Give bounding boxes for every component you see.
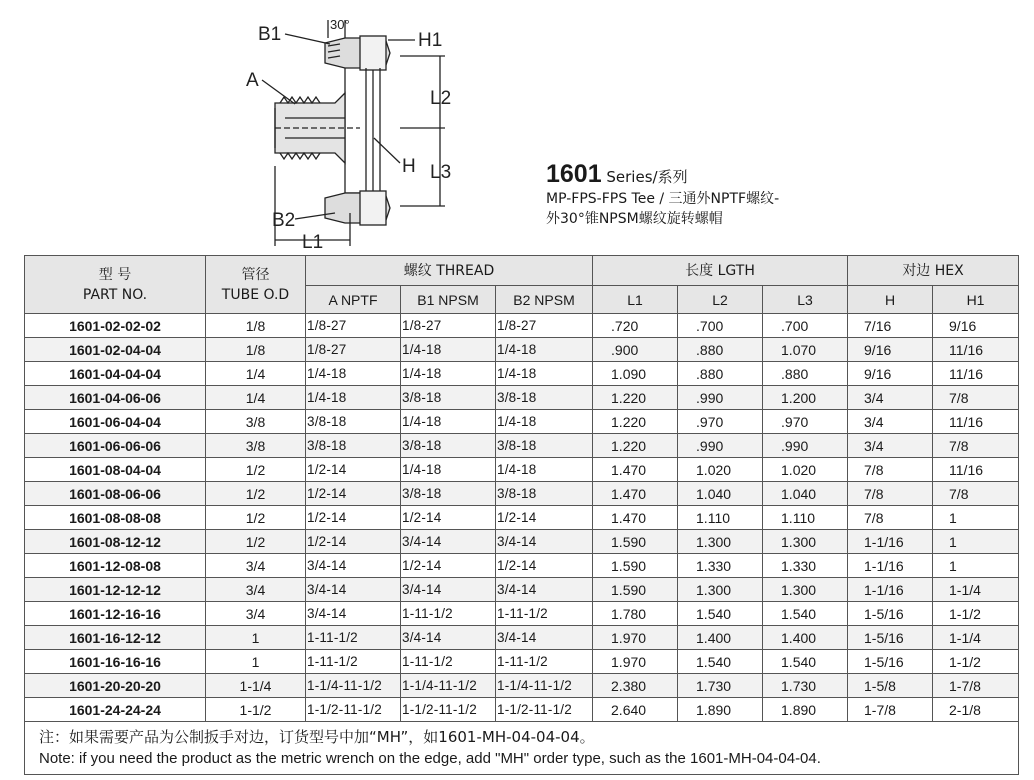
- series-heading: [546, 160, 779, 189]
- h1-cell: 11/16: [933, 410, 1019, 434]
- part-no-header: [25, 256, 206, 314]
- tube-od-cell: 1/4: [206, 386, 306, 410]
- b2-thread-cell: 3/8-18: [496, 482, 593, 506]
- table-row: [25, 626, 1019, 650]
- tube-od-cell: 1-1/2: [206, 698, 306, 722]
- table-row: [25, 578, 1019, 602]
- h-cell: 1-1/16: [848, 578, 933, 602]
- tube-od-cell: 1: [206, 650, 306, 674]
- tube-od-cell: 1/2: [206, 482, 306, 506]
- b2-npsm-header: B2 NPSM: [496, 286, 593, 314]
- h1-cell: 1: [933, 506, 1019, 530]
- h1-cell: 1-7/8: [933, 674, 1019, 698]
- tube-od-header: [206, 256, 306, 314]
- b2-thread-cell: 1/4-18: [496, 410, 593, 434]
- part-no-cell: 1601-06-04-04: [25, 410, 206, 434]
- l1-cell: 1.590: [593, 554, 678, 578]
- table-row: [25, 482, 1019, 506]
- l2-cell: .990: [678, 386, 763, 410]
- b1-thread-cell: 3/4-14: [401, 626, 496, 650]
- length-header: 长度 LGTH: [593, 256, 848, 286]
- h-cell: 7/8: [848, 482, 933, 506]
- a-thread-cell: 1/4-18: [306, 386, 401, 410]
- table-row: [25, 602, 1019, 626]
- series-number: 1601: [546, 160, 602, 188]
- l1-header: L1: [593, 286, 678, 314]
- l1-cell: 1.470: [593, 482, 678, 506]
- h-cell: 1-5/16: [848, 626, 933, 650]
- h1-cell: 1: [933, 554, 1019, 578]
- b1-thread-cell: 1/4-18: [401, 362, 496, 386]
- a-thread-cell: 1-1/2-11-1/2: [306, 698, 401, 722]
- a-thread-cell: 1/8-27: [306, 314, 401, 338]
- b2-thread-cell: 1-11-1/2: [496, 602, 593, 626]
- table-row: [25, 506, 1019, 530]
- l3-cell: 1.730: [763, 674, 848, 698]
- part-no-cell: 1601-02-04-04: [25, 338, 206, 362]
- l3-cell: .880: [763, 362, 848, 386]
- table-row: [25, 458, 1019, 482]
- b2-thread-cell: 1/4-18: [496, 338, 593, 362]
- b1-thread-cell: 1-11-1/2: [401, 650, 496, 674]
- l2-cell: 1.400: [678, 626, 763, 650]
- a-thread-cell: 1/2-14: [306, 530, 401, 554]
- b1-thread-cell: 3/4-14: [401, 578, 496, 602]
- note-cn: 注：如果需要产品为公制扳手对边，订货型号中加“MH”，如1601-MH-04-04-04。: [39, 728, 595, 746]
- table-row: [25, 554, 1019, 578]
- l2-cell: .880: [678, 338, 763, 362]
- b1-thread-cell: 1/4-18: [401, 458, 496, 482]
- b1-thread-cell: 1/2-14: [401, 554, 496, 578]
- l3-cell: 1.540: [763, 650, 848, 674]
- b1-thread-cell: 1-11-1/2: [401, 602, 496, 626]
- h1-cell: 11/16: [933, 362, 1019, 386]
- part-no-cell: 1601-04-04-04: [25, 362, 206, 386]
- l2-label: L2: [430, 88, 452, 109]
- tube-od-header-cn: 管径: [241, 266, 270, 283]
- h-header: H: [848, 286, 933, 314]
- tube-od-cell: 1/2: [206, 530, 306, 554]
- l3-label: L3: [430, 162, 452, 183]
- l2-cell: 1.890: [678, 698, 763, 722]
- b1-npsm-header: B1 NPSM: [401, 286, 496, 314]
- l1-cell: 1.470: [593, 506, 678, 530]
- a-thread-cell: 1/2-14: [306, 482, 401, 506]
- h1-cell: 11/16: [933, 338, 1019, 362]
- h-cell: 1-5/16: [848, 650, 933, 674]
- l2-cell: 1.330: [678, 554, 763, 578]
- a-thread-cell: 1/2-14: [306, 458, 401, 482]
- l1-cell: 1.220: [593, 386, 678, 410]
- tube-od-cell: 1: [206, 626, 306, 650]
- part-no-header-en: PART NO.: [82, 286, 148, 303]
- part-no-header-cn: 型 号: [98, 266, 132, 283]
- l3-cell: .990: [763, 434, 848, 458]
- h1-cell: 11/16: [933, 458, 1019, 482]
- a-thread-cell: 1-11-1/2: [306, 650, 401, 674]
- part-no-cell: 1601-04-06-06: [25, 386, 206, 410]
- tube-od-cell: 1/2: [206, 506, 306, 530]
- b2-thread-cell: 1/4-18: [496, 458, 593, 482]
- l3-cell: 1.540: [763, 602, 848, 626]
- b2-thread-cell: 3/4-14: [496, 626, 593, 650]
- b1-thread-cell: 1/4-18: [401, 410, 496, 434]
- l1-cell: 2.640: [593, 698, 678, 722]
- l1-cell: 1.090: [593, 362, 678, 386]
- h1-cell: 1: [933, 530, 1019, 554]
- l2-cell: 1.110: [678, 506, 763, 530]
- b2-thread-cell: 3/4-14: [496, 578, 593, 602]
- l2-cell: 1.300: [678, 578, 763, 602]
- b2-thread-cell: 1-1/2-11-1/2: [496, 698, 593, 722]
- part-no-cell: 1601-12-08-08: [25, 554, 206, 578]
- table-row: [25, 530, 1019, 554]
- h1-cell: 7/8: [933, 434, 1019, 458]
- part-no-cell: 1601-08-06-06: [25, 482, 206, 506]
- l2-cell: .700: [678, 314, 763, 338]
- description-line-1: MP-FPS-FPS Tee / 三通外NPTF螺纹-: [546, 191, 780, 207]
- part-no-cell: 1601-16-16-16: [25, 650, 206, 674]
- l3-cell: 1.020: [763, 458, 848, 482]
- h1-cell: 7/8: [933, 482, 1019, 506]
- l2-cell: 1.300: [678, 530, 763, 554]
- spec-table: [24, 255, 1019, 775]
- l2-cell: 1.540: [678, 602, 763, 626]
- b1-thread-cell: 1/8-27: [401, 314, 496, 338]
- b2-thread-cell: 1/4-18: [496, 362, 593, 386]
- l2-cell: 1.040: [678, 482, 763, 506]
- l2-header: L2: [678, 286, 763, 314]
- table-row: [25, 362, 1019, 386]
- h1-cell: 1-1/2: [933, 602, 1019, 626]
- tube-od-cell: 1/4: [206, 362, 306, 386]
- l2-cell: .990: [678, 434, 763, 458]
- l2-cell: .880: [678, 362, 763, 386]
- h1-cell: 7/8: [933, 386, 1019, 410]
- a-thread-cell: 1/4-18: [306, 362, 401, 386]
- h-cell: 3/4: [848, 434, 933, 458]
- a-label: A: [246, 70, 259, 91]
- l1-cell: 1.970: [593, 650, 678, 674]
- part-no-cell: 1601-08-12-12: [25, 530, 206, 554]
- a-thread-cell: 3/8-18: [306, 410, 401, 434]
- h-label: H: [402, 156, 416, 177]
- table-row: [25, 434, 1019, 458]
- l2-cell: 1.730: [678, 674, 763, 698]
- h1-cell: 9/16: [933, 314, 1019, 338]
- b1-thread-cell: 1/2-14: [401, 506, 496, 530]
- l1-cell: .720: [593, 314, 678, 338]
- tube-od-cell: 1/8: [206, 338, 306, 362]
- tube-od-cell: 3/4: [206, 554, 306, 578]
- l1-cell: 1.590: [593, 530, 678, 554]
- a-thread-cell: 3/8-18: [306, 434, 401, 458]
- tube-od-cell: 3/8: [206, 410, 306, 434]
- l3-cell: 1.110: [763, 506, 848, 530]
- b2-thread-cell: 3/4-14: [496, 530, 593, 554]
- tube-od-cell: 3/8: [206, 434, 306, 458]
- b2-thread-cell: 1/8-27: [496, 314, 593, 338]
- b2-thread-cell: 1/2-14: [496, 554, 593, 578]
- l3-header: L3: [763, 286, 848, 314]
- tube-od-cell: 3/4: [206, 578, 306, 602]
- l3-cell: 1.300: [763, 530, 848, 554]
- part-no-cell: 1601-24-24-24: [25, 698, 206, 722]
- series-suffix: Series/系列: [601, 168, 688, 186]
- part-no-cell: 1601-12-12-12: [25, 578, 206, 602]
- h-cell: 9/16: [848, 338, 933, 362]
- tube-od-header-en: TUBE O.D: [221, 286, 290, 303]
- part-no-cell: 1601-20-20-20: [25, 674, 206, 698]
- description-line-2: 外30°锥NPSM螺纹旋转螺帽: [546, 211, 723, 227]
- l3-cell: 1.040: [763, 482, 848, 506]
- series-title-block: [546, 160, 779, 229]
- part-no-cell: 1601-12-16-16: [25, 602, 206, 626]
- l3-cell: .700: [763, 314, 848, 338]
- h-cell: 1-5/16: [848, 602, 933, 626]
- tee-fitting-drawing: [240, 8, 480, 253]
- part-no-cell: 1601-08-04-04: [25, 458, 206, 482]
- l3-cell: 1.300: [763, 578, 848, 602]
- part-no-cell: 1601-16-12-12: [25, 626, 206, 650]
- b1-label: B1: [258, 24, 282, 45]
- h-cell: 3/4: [848, 386, 933, 410]
- b1-thread-cell: 3/8-18: [401, 482, 496, 506]
- l2-cell: 1.540: [678, 650, 763, 674]
- h1-header: H1: [933, 286, 1019, 314]
- l1-cell: 2.380: [593, 674, 678, 698]
- h1-cell: 2-1/8: [933, 698, 1019, 722]
- table-row: [25, 650, 1019, 674]
- a-thread-cell: 1-1/4-11-1/2: [306, 674, 401, 698]
- part-no-cell: 1601-06-06-06: [25, 434, 206, 458]
- h-cell: 7/8: [848, 506, 933, 530]
- h-cell: 9/16: [848, 362, 933, 386]
- thread-header: 螺纹 THREAD: [306, 256, 593, 286]
- b2-thread-cell: 3/8-18: [496, 434, 593, 458]
- b2-thread-cell: 1/2-14: [496, 506, 593, 530]
- l1-cell: 1.780: [593, 602, 678, 626]
- hex-header: 对边 HEX: [848, 256, 1019, 286]
- l1-cell: .900: [593, 338, 678, 362]
- b1-thread-cell: 3/8-18: [401, 386, 496, 410]
- note-en: Note: if you need the product as the metric wrench on the edge, add "MH" order type, such as the 1601-MH-04-04-04.: [39, 750, 821, 767]
- order-note: [25, 722, 1019, 775]
- l3-cell: 1.890: [763, 698, 848, 722]
- h-cell: 7/16: [848, 314, 933, 338]
- h-cell: 1-1/16: [848, 554, 933, 578]
- table-row: [25, 674, 1019, 698]
- l3-cell: .970: [763, 410, 848, 434]
- spec-table-body: [25, 314, 1019, 722]
- tube-od-cell: 1-1/4: [206, 674, 306, 698]
- l1-cell: 1.220: [593, 434, 678, 458]
- l3-cell: 1.330: [763, 554, 848, 578]
- h1-cell: 1-1/2: [933, 650, 1019, 674]
- table-row: [25, 338, 1019, 362]
- table-row: [25, 314, 1019, 338]
- b1-thread-cell: 3/8-18: [401, 434, 496, 458]
- b2-thread-cell: 3/8-18: [496, 386, 593, 410]
- b1-thread-cell: 1-1/2-11-1/2: [401, 698, 496, 722]
- h-cell: 1-7/8: [848, 698, 933, 722]
- l1-cell: 1.970: [593, 626, 678, 650]
- part-no-cell: 1601-02-02-02: [25, 314, 206, 338]
- l1-cell: 1.590: [593, 578, 678, 602]
- h1-cell: 1-1/4: [933, 626, 1019, 650]
- h1-label: H1: [418, 30, 443, 51]
- l3-cell: 1.400: [763, 626, 848, 650]
- tube-od-cell: 1/2: [206, 458, 306, 482]
- l1-cell: 1.220: [593, 410, 678, 434]
- a-thread-cell: 3/4-14: [306, 602, 401, 626]
- a-thread-cell: 3/4-14: [306, 578, 401, 602]
- l2-cell: 1.020: [678, 458, 763, 482]
- tube-od-cell: 3/4: [206, 602, 306, 626]
- a-thread-cell: 1/2-14: [306, 506, 401, 530]
- h-cell: 7/8: [848, 458, 933, 482]
- l1-cell: 1.470: [593, 458, 678, 482]
- b2-thread-cell: 1-11-1/2: [496, 650, 593, 674]
- l2-cell: .970: [678, 410, 763, 434]
- h-cell: 1-5/8: [848, 674, 933, 698]
- l3-cell: 1.070: [763, 338, 848, 362]
- l3-cell: 1.200: [763, 386, 848, 410]
- a-thread-cell: 1/8-27: [306, 338, 401, 362]
- a-thread-cell: 3/4-14: [306, 554, 401, 578]
- b2-thread-cell: 1-1/4-11-1/2: [496, 674, 593, 698]
- b1-thread-cell: 1-1/4-11-1/2: [401, 674, 496, 698]
- table-row: [25, 410, 1019, 434]
- table-row: [25, 386, 1019, 410]
- part-no-cell: 1601-08-08-08: [25, 506, 206, 530]
- tube-od-cell: 1/8: [206, 314, 306, 338]
- b1-thread-cell: 3/4-14: [401, 530, 496, 554]
- h1-cell: 1-1/4: [933, 578, 1019, 602]
- angle-label: 30°: [330, 17, 350, 32]
- a-thread-cell: 1-11-1/2: [306, 626, 401, 650]
- h-cell: 3/4: [848, 410, 933, 434]
- l1-label: L1: [302, 232, 324, 253]
- b1-thread-cell: 1/4-18: [401, 338, 496, 362]
- b2-label: B2: [272, 210, 296, 231]
- h-cell: 1-1/16: [848, 530, 933, 554]
- table-row: [25, 698, 1019, 722]
- a-nptf-header: A NPTF: [306, 286, 401, 314]
